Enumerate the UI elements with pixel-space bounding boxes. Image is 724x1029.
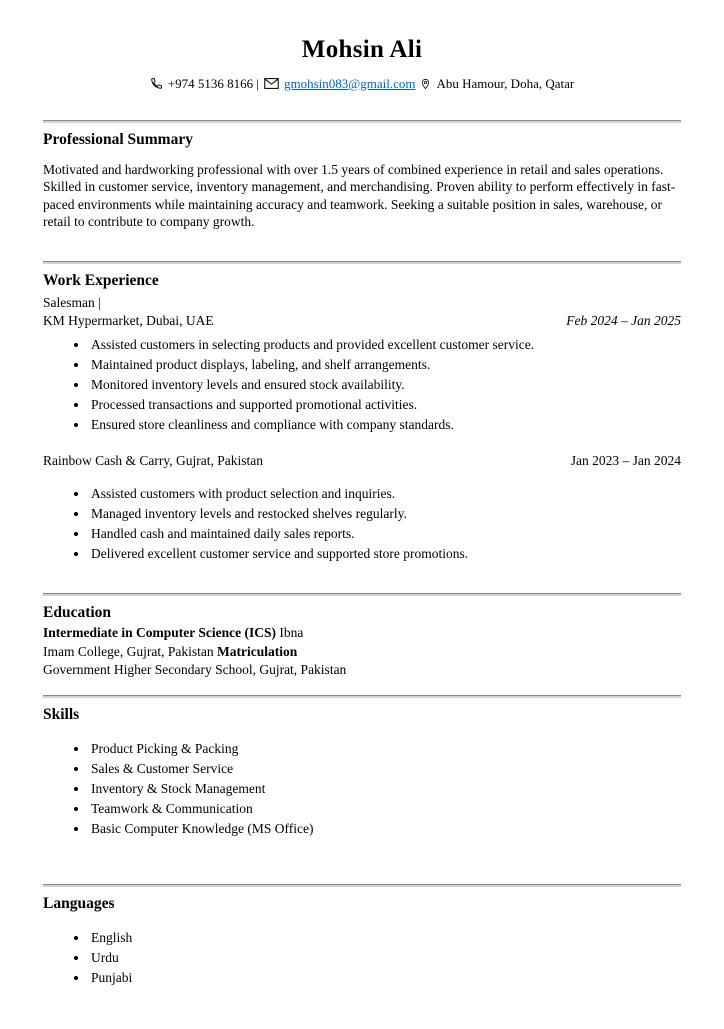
job-bullet: • Assisted customers with product selection and inquiries.: [89, 485, 681, 503]
skill-item: • Basic Computer Knowledge (MS Office): [89, 820, 681, 838]
job-bullet: • Processed transactions and supported promotional activities.: [89, 396, 681, 414]
summary-section: [43, 120, 681, 230]
section-divider: [43, 593, 681, 596]
header: [43, 34, 681, 92]
section-divider: [43, 120, 681, 123]
education-section: [43, 593, 681, 679]
skill-item: • Sales & Customer Service: [89, 760, 681, 778]
job-company: Rainbow Cash & Carry, Gujrat, Pakistan: [43, 452, 263, 468]
job-dates: Jan 2023 – Jan 2024: [570, 452, 681, 468]
location-text: Abu Hamour, Doha, Qatar: [436, 75, 575, 91]
job-entry: [43, 452, 681, 563]
job-bullet: • Handled cash and maintained daily sales reports.: [89, 525, 681, 543]
job-company: KM Hypermarket, Dubai, UAE: [43, 313, 214, 329]
job-bullet: • Managed inventory levels and restocked shelves regularly.: [89, 505, 681, 523]
education-line: [43, 624, 681, 642]
experience-heading: Work Experience: [43, 271, 159, 289]
language-item: • Punjabi: [89, 969, 681, 987]
experience-section: [43, 261, 681, 563]
job-entry: [43, 294, 681, 434]
job-bullet: • Ensured store cleanliness and compliance with company standards.: [89, 416, 681, 434]
skill-item: • Inventory & Stock Management: [89, 780, 681, 798]
summary-heading: Professional Summary: [43, 131, 193, 149]
job-header-row: [43, 312, 681, 330]
skills-section: [43, 695, 681, 838]
phone-receiver-icon: [150, 77, 163, 90]
phone-number: +974 5136 8166 |: [167, 75, 259, 91]
contact-line: [43, 76, 681, 93]
section-divider: [43, 261, 681, 264]
education-line: [43, 643, 681, 661]
job-title: Salesman |: [43, 294, 101, 310]
education-degree: Intermediate in Computer Science (ICS): [43, 625, 276, 641]
job-bullet-list: [43, 336, 681, 434]
education-degree: Matriculation: [216, 643, 298, 659]
email-link[interactable]: gmohsin083@gmail.com: [283, 75, 416, 91]
job-bullet: • Maintained product displays, labeling, and shelf arrangements.: [89, 356, 681, 374]
job-bullet: • Assisted customers in selecting products and provided excellent customer service.: [89, 336, 681, 354]
job-bullet: • Monitored inventory levels and ensured stock availability.: [89, 376, 681, 394]
skill-item: • Product Picking & Packing: [89, 740, 681, 758]
skills-heading: Skills: [43, 705, 80, 723]
language-item: • English: [89, 929, 681, 947]
skills-list: [43, 740, 681, 838]
job-header-row: [43, 452, 681, 470]
envelope-icon: [264, 78, 279, 89]
education-institution: Imam College, Gujrat, Pakistan: [43, 643, 214, 659]
job-bullet-list: [43, 485, 681, 563]
languages-section: [43, 884, 681, 987]
section-divider: [43, 884, 681, 887]
summary-text: Motivated and hardworking professional with over 1.5 years of combined experience in retail and sales operations. Skilled in customer service, inventory management, and merchandising. Proven ability to perform effectively in fast-paced environments while maintaining accuracy and teamwork. Seeking a suitable position in sales, warehouse, or retail to contribute to company growth.: [43, 161, 676, 230]
languages-heading: Languages: [43, 894, 115, 912]
map-pin-icon: [420, 77, 431, 91]
languages-list: [43, 929, 681, 987]
education-line: Government Higher Secondary School, Gujrat, Pakistan: [43, 662, 347, 678]
skill-item: • Teamwork & Communication: [89, 800, 681, 818]
candidate-name: Mohsin Ali: [301, 36, 423, 63]
job-bullet: • Delivered excellent customer service and supported store promotions.: [89, 545, 681, 563]
section-divider: [43, 695, 681, 698]
education-degree-suffix: Ibna: [279, 625, 304, 641]
job-dates: Feb 2024 – Jan 2025: [566, 313, 681, 329]
education-heading: Education: [43, 603, 112, 621]
language-item: • Urdu: [89, 949, 681, 967]
